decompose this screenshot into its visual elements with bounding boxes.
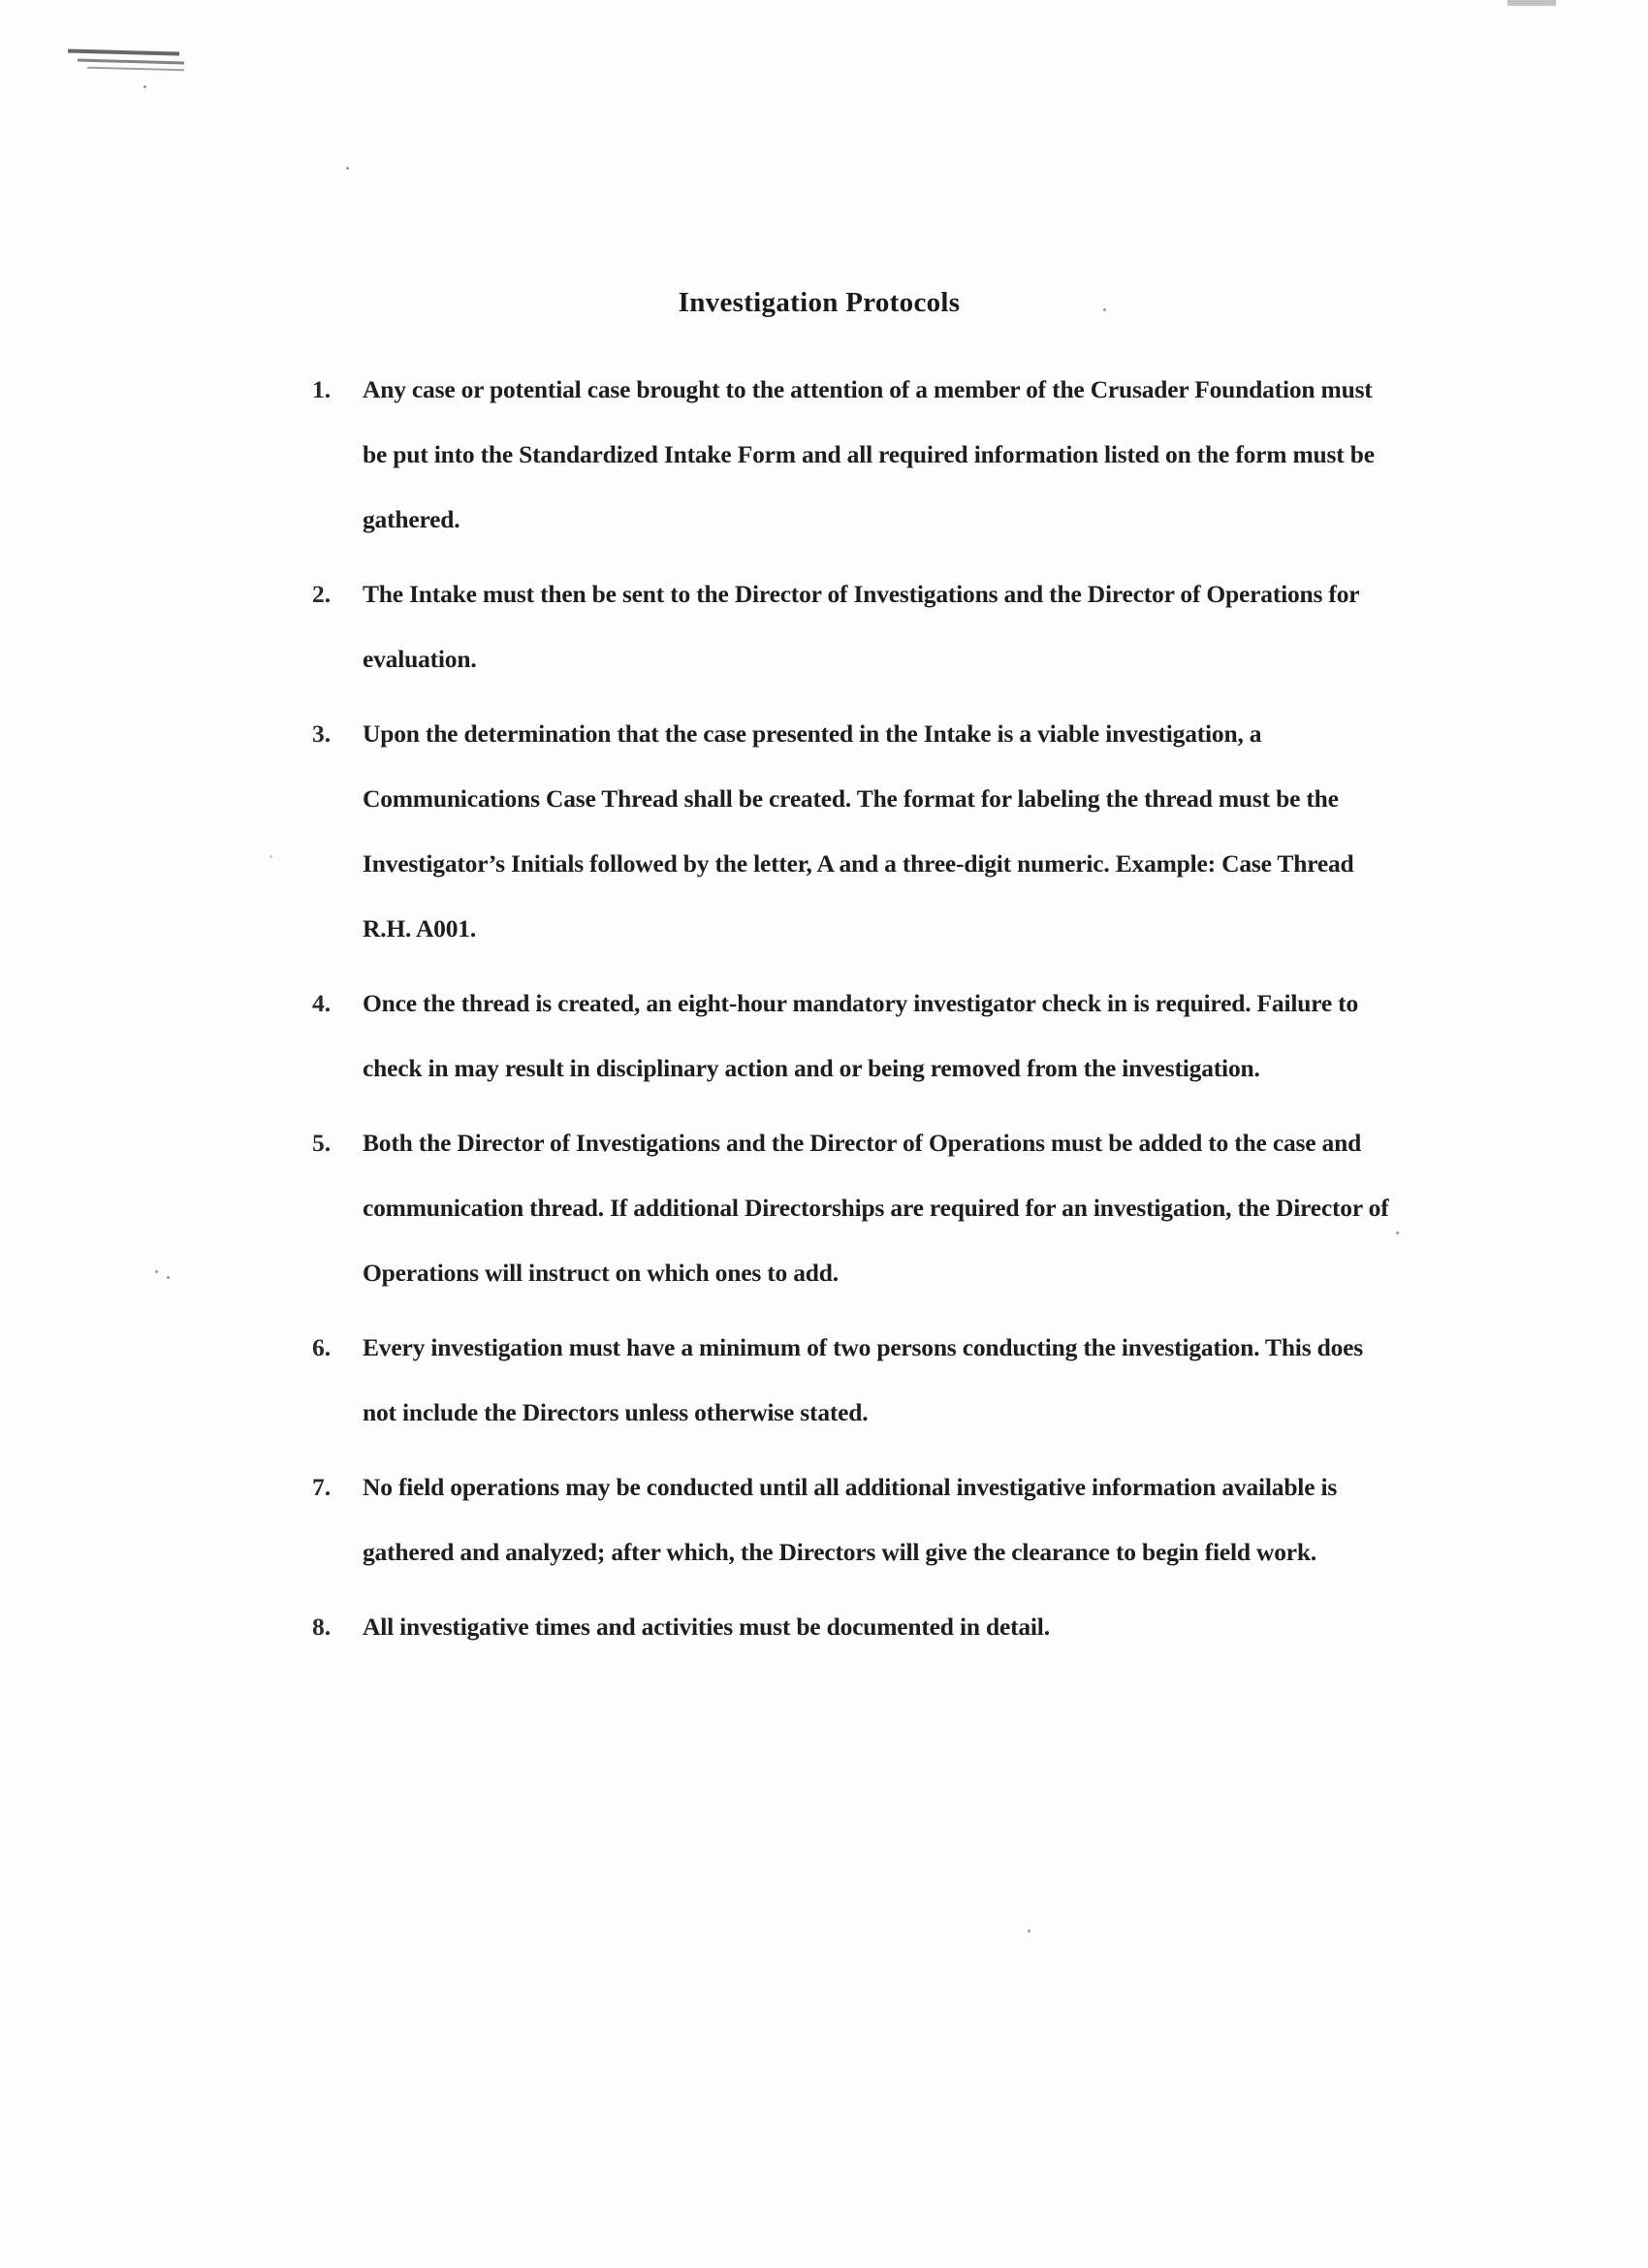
protocol-item-8 (312, 1594, 1398, 1659)
item-text: All investigative times and activities must be documented in detail. (363, 1613, 1050, 1641)
item-number: 8. (312, 1613, 332, 1641)
item-text: Both the Director of Investigations and the Director of Operations must be added to the case and communication thread. If additional Directorships are required for an investigation, the Director of Operations will instruct on which ones to add. (363, 1129, 1389, 1287)
item-number: 6. (312, 1333, 332, 1361)
scan-artifact-top-right (1507, 0, 1556, 6)
speck (167, 1276, 170, 1279)
item-text: The Intake must then be sent to the Director of Investigations and the Director of Operations for evaluation. (363, 580, 1359, 673)
scan-artifact-top-left-2 (78, 59, 184, 65)
protocol-list (312, 357, 1398, 1669)
item-text: No field operations may be conducted until all additional investigative information available is gathered and analyzed; after which, the Directors will give the clearance to begin field work. (363, 1473, 1338, 1566)
speck (155, 1270, 158, 1273)
speck (269, 855, 272, 858)
item-number: 1. (312, 375, 332, 403)
item-number: 5. (312, 1129, 332, 1157)
speck (143, 85, 146, 88)
item-text: Once the thread is created, an eight-hour mandatory investigator check in is required. Failure to check in may result in disciplinary action and or being removed from the investigation. (363, 989, 1359, 1082)
protocol-item-2 (312, 561, 1398, 691)
protocol-item-6 (312, 1315, 1398, 1445)
scan-artifact-top-left-3 (87, 67, 184, 72)
speck (1028, 1930, 1030, 1933)
speck (346, 167, 349, 170)
protocol-item-3 (312, 701, 1398, 961)
item-text: Upon the determination that the case presented in the Intake is a viable investigation, a Communications Case Thread shall be created. The format for labeling the thread must be the Investigator’s Initials followed by the letter, A and a three-digit numeric. Example: Case Thread R.H. A001. (363, 719, 1354, 942)
item-text: Every investigation must have a minimum of two persons conducting the investigation. This does not include the Directors unless otherwise stated. (363, 1333, 1363, 1426)
item-number: 4. (312, 989, 332, 1017)
protocol-item-1 (312, 357, 1398, 552)
protocol-item-5 (312, 1110, 1398, 1305)
item-text: Any case or potential case brought to the attention of a member of the Crusader Foundation must be put into the Standardized Intake Form and all required information listed on the form must be gathered. (363, 375, 1375, 533)
document-title: Investigation Protocols (678, 287, 961, 318)
protocol-item-7 (312, 1454, 1398, 1584)
item-number: 7. (312, 1473, 332, 1501)
scan-artifact-top-left (68, 48, 179, 55)
protocol-item-4 (312, 971, 1398, 1101)
item-number: 2. (312, 580, 332, 608)
item-number: 3. (312, 719, 332, 748)
